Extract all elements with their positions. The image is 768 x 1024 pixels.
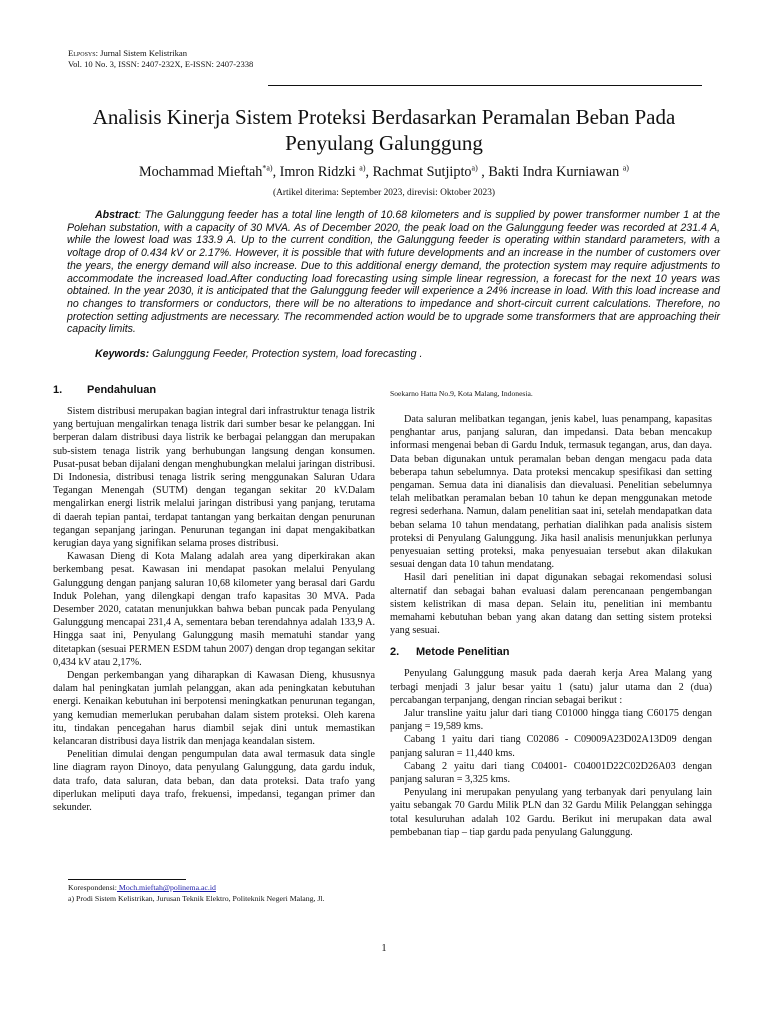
paragraph: Kawasan Dieng di Kota Malang adalah area yang diperkirakan akan berkembang pesat. Kawasan ini mendapat pasokan melalui Penyulang Galunggung dengan panjang saluran 10,68 kilometer yang berasal dari Gardu Induk Polehan, yang dilengkapi dengan trafo kapasitas 30 MVA. Pada Desember 2020, catatan menunjukkan bahwa beban puncak pada Penyulang Galunggung mencapai 231,4 A, sementara beban terendahnya adalah 133,9 A. Hingga saat ini, Penyulang Galunggung masih mematuhi standar yang ditetapkan (sesuai PERMEN ESDM tahun 2007) dengan drop tegangan sekitar 0,434 kV atau 2,17%. — [53, 551, 375, 668]
affiliation: a) Prodi Sistem Kelistrikan, Jurusan Teknik Elektro, Politeknik Negeri Malang, Jl. — [68, 894, 325, 903]
section-number: 2. — [390, 646, 400, 659]
affiliation-continuation: Soekarno Hatta No.9, Kota Malang, Indonesia. — [390, 389, 533, 398]
author-name: Imron Ridzki — [279, 164, 360, 180]
keywords-label: Keywords: — [95, 348, 150, 360]
paragraph: Penelitian dimulai dengan pengumpulan data awal termasuk data single line diagram rayon Dinoyo, data penyulang Galunggung, data gardu induk, data trafo, data saluran, data beban, dan data proteksi. Data trafo yang diperlukan meliputi daya trafo, frekuensi, impedansi, tegangan primer dan sekunder. — [53, 749, 375, 814]
keywords-text: Galunggung Feeder, Protection system, load forecasting . — [149, 348, 423, 360]
page-number: 1 — [381, 943, 387, 954]
correspondence — [68, 882, 373, 893]
section-number: 1. — [53, 384, 63, 396]
author-sep: , — [272, 164, 280, 180]
paragraph: Dengan perkembangan yang diharapkan di Kawasan Dieng, khususnya dalam hal peningkatan jumlah pelanggan, akan ada peningkatan kebutuhan energi. Kenaikan kebutuhan ini berpotensi meningkatkan penurunan tegangan, yang kemudian memerlukan perubahan dalam sistem proteksi. Oleh karena itu, tindakan pencegahan harus diambil sejak dini untuk memastikan kelancaran distribusi daya listrik dan menjaga keandalan sistem. — [53, 670, 375, 748]
paragraph: Sistem distribusi merupakan bagian integral dari infrastruktur tenaga listrik yang bertujuan mengalirkan tenaga listrik dari sumber besar ke pelanggan. Ini berperan dalam distribusi daya listrik ke berbagai pelanggan dan merupakan sub-sistem tenaga listrik yang berhubungan langsung dengan konsumen. Pusat-pusat beban dijalani dengan menghubungkan melalui jaringan distribusi. Di Indonesia, distribusi tenaga listrik sering menggunakan Saluran Udara Tegangan Menengah (SUTM) dengan tegangan sekitar 20 kV.Dalam mengalirkan energi listrik melalui jaringan distribusi yang panjang, terutama di daerah tepian pantai, terdapat tantangan yang berkaitan dengan penurunan tegangan sepanjang jaringan. Penurunan tegangan ini dapat mengakibatkan kerugian daya yang signifikan selama proses distribusi. — [53, 406, 375, 550]
header-rule — [268, 85, 702, 86]
author-mark: a) — [359, 163, 366, 173]
journal-name-rest: : Jurnal Sistem Kelistrikan — [95, 48, 188, 58]
author-name: Rachmat Sutjipto — [372, 164, 472, 180]
paragraph: Data saluran melibatkan tegangan, jenis kabel, luas penampang, kapasitas penghantar arus, panjang saluran, dan impedansi. Data beban mencakup informasi mengenai beban di Gardu Induk, termasuk tegangan, arus, dan daya. Data beban digunakan untuk peramalan beban dengan mengacu pada data beberapa tahun sebelumnya. Data proteksi mencakup spesifikasi dan setting pengaman. Semua data ini dianalisis dan dievaluasi. Penelitian sebelumnya telah melibatkan peramalan beban 10 tahun ke depan menggunakan metode regresi sederhana. Namun, dalam penelitian saat ini, setelah mendapatkan data beban selama 10 tahun mendatang, perhatian dialihkan pada analisis sistem proteksi di Penyulang Galunggung. Jika hasil analisis menunjukkan perlunya penyesuaian setting proteksi, maka penyesuaian tersebut akan dilakukan sesuai dengan data 10 tahun mendatang. — [390, 414, 712, 571]
section-heading-1 — [53, 382, 375, 398]
section-title: Metode Penelitian — [416, 646, 510, 659]
list-item: Jalur transline yaitu jalur dari tiang C01000 hingga tiang C60175 dengan panjang = 19,589 kms. — [390, 708, 712, 733]
list-item: Cabang 2 yaitu dari tiang C04001- C04001D22C02D26A03 dengan panjang saluran = 3,325 kms. — [390, 760, 712, 786]
journal-volume: Vol. 10 No. 3, ISSN: 2407-232X, E-ISSN: 2407-2338 — [68, 59, 254, 69]
section-heading-2 — [390, 644, 712, 660]
paragraph: Hasil dari penelitian ini dapat digunakan sebagai rekomendasi solusi alternatif dan sebagai bahan evaluasi dalam perencanaan pengembangan sistem kelistrikan di masa depan. Selain itu, penelitian ini membantu memahami kebutuhan beban yang akan datang dan setting sistem proteksi yang sesuai. — [390, 572, 712, 637]
author-sep: , — [477, 164, 489, 180]
footnote — [68, 879, 373, 904]
author-name: Bakti Indra Kurniawan — [488, 164, 623, 180]
left-column — [53, 382, 375, 814]
correspondence-label: Korespondensi: — [68, 883, 117, 892]
author-mark: a) — [622, 163, 629, 173]
right-column — [390, 389, 712, 839]
paper-title: Analisis Kinerja Sistem Proteksi Berdasarkan Peramalan Beban Pada Penyulang Galunggung — [92, 105, 676, 155]
keywords — [95, 348, 720, 361]
footnote-rule — [68, 879, 186, 880]
paragraph: Penyulang Galunggung masuk pada daerah kerja Area Malang yang terbagi menjadi 3 jalur besar yaitu 1 (satu) jalur utama dan 2 (dua) percabangan terpanjang, dengan rincian sebagai berikut : — [390, 668, 712, 706]
journal-header — [68, 48, 708, 70]
correspondence-email-link[interactable]: Moch.mieftah@polinema.ac.id — [116, 883, 216, 892]
journal-name — [68, 48, 708, 59]
journal-name-sc: Elposys — [68, 48, 96, 58]
abstract — [67, 209, 720, 336]
author-sep: , — [365, 164, 373, 180]
list-item: Cabang 1 yaitu dari tiang C02086 - C09009A23D02A13D09 dengan panjang saluran = 11,440 kms. — [390, 734, 712, 759]
author-mark: *a) — [262, 163, 273, 173]
author-list — [60, 162, 708, 182]
abstract-label: Abstract — [95, 209, 138, 221]
abstract-text: : The Galunggung feeder has a total line length of 10.68 kilometers and is supplied by power transformer number 1 at the Polehan substation, with a capacity of 30 MVA. As of December 2020, the peak load on the Galunggung feeder was recorded at 231.4 A, while the lowest load was 133.9 A. Up to the current condition, the Galunggung feeder is operating within standard parameters, with a voltage drop of 0.434 kV or 2.17%. However, it is possible that with future developments and an increase in the number of customers over the years, the energy demand will also increase. Due to this additional energy demand, the protection system may require adjustments to accommodate the increased load.After conducting load forecasting using simple linear regression, a forecast for the next 10 years was obtained. In the year 2030, it is anticipated that the Galunggung feeder will experience a 24% increase in load. With this load increase and no changes to transformers or conductors, there will be no alterations to impedance and short-circuit current calculations. Therefore, no protection setting adjustments are necessary. The recommended action would be to upgrade some transformers that are approaching their capacity limits. — [67, 209, 720, 336]
author-name: Mochammad Mieftah — [139, 164, 263, 180]
section-title: Pendahuluan — [87, 384, 157, 396]
paragraph: Penyulang ini merupakan penyulang yang terbanyak dari penyulang lain yaitu sebangak 70 Gardu Milik PLN dan 32 Gardu Milik Pelanggan sehingga total kesuluruhan adalah 102 Gardu. Berikut ini merupakan data awal pembebanan tiap – tiap gardu pada penyulang Galunggung. — [390, 787, 712, 838]
article-dates: (Artikel diterima: September 2023, direvisi: Oktober 2023) — [272, 188, 496, 198]
author-mark: a) — [471, 163, 478, 173]
